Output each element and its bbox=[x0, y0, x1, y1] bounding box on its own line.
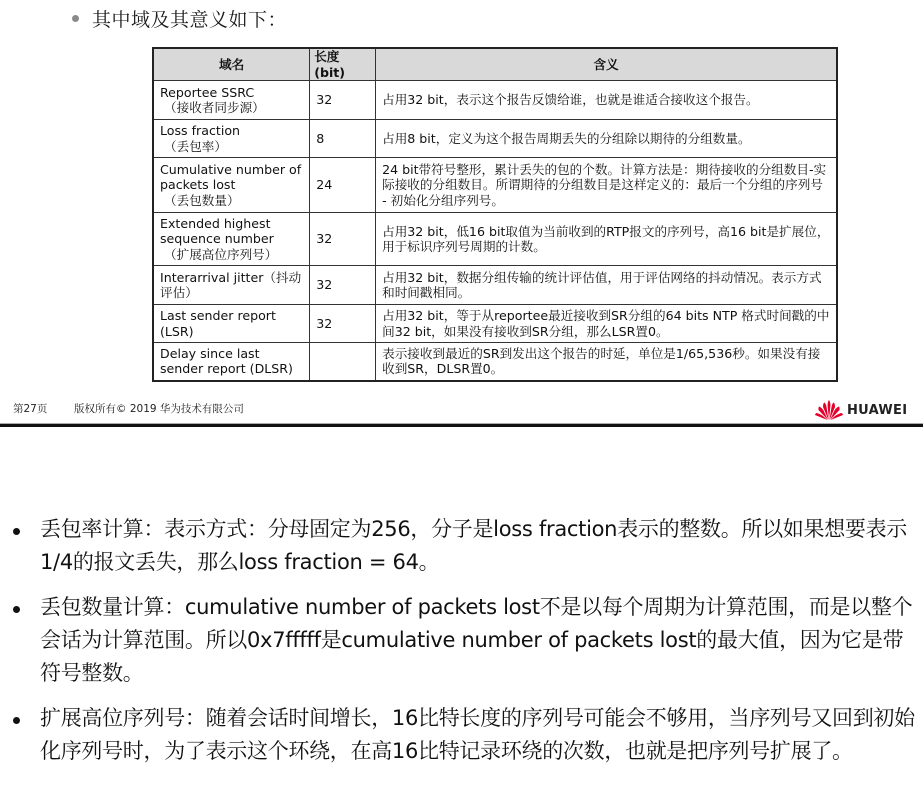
field-name-cell bbox=[153, 343, 310, 381]
field-name-en: Delay since last sender report (DLSR) bbox=[160, 345, 293, 377]
field-meaning-cell: 表示接收到最近的SR到发出这个报告的时延，单位是1/65,536秒。如果没有接收到SR，DLSR置0。 bbox=[376, 343, 837, 381]
field-length-cell: 32 bbox=[310, 305, 376, 343]
field-length-cell: 8 bbox=[310, 120, 376, 158]
table-header-row bbox=[153, 48, 837, 81]
rtcp-fields-table bbox=[152, 47, 838, 382]
field-name-en: Loss fraction bbox=[160, 123, 241, 138]
footer-divider bbox=[0, 423, 923, 427]
field-name-en: Cumulative number of packets lost bbox=[160, 161, 302, 193]
field-length-cell: 32 bbox=[310, 266, 376, 305]
page-number: 第27页 bbox=[13, 403, 48, 415]
header-length: 长度(bit) bbox=[310, 48, 376, 81]
field-name-en: Reportee SSRC bbox=[160, 84, 255, 100]
table-row bbox=[153, 120, 837, 158]
field-name-cn: （扩展高位序列号） bbox=[164, 246, 278, 262]
table-row bbox=[153, 266, 837, 305]
brand-name: HUAWEI bbox=[847, 402, 908, 418]
field-meaning-cell: 占用32 bit，表示这个报告反馈给谁，也就是谁适合接收这个报告。 bbox=[376, 81, 837, 120]
field-name-cell bbox=[153, 213, 310, 266]
huawei-petal-icon bbox=[814, 399, 844, 421]
note-text: 丢包率计算：表示方式：分母固定为256，分子是loss fraction表示的整数。所以如果想要表示1/4的报文丢失，那么loss fraction = 64。 bbox=[40, 517, 907, 574]
table-row bbox=[153, 343, 837, 381]
field-name-en: Extended highest sequence number bbox=[160, 215, 274, 247]
bullet-dot-icon bbox=[13, 717, 20, 724]
copyright-text: 版权所有© 2019 华为技术有限公司 bbox=[74, 403, 244, 415]
field-name-cell bbox=[153, 120, 310, 158]
field-name-cn: （丢包数量） bbox=[164, 192, 240, 208]
bullet-dot-icon bbox=[13, 606, 20, 613]
field-name-cn: （丢包率） bbox=[164, 138, 227, 154]
field-meaning-cell: 占用32 bit，数据分组传输的统计评估值，用于评估网络的抖动情况。表示方式和时间戳相同。 bbox=[376, 266, 837, 305]
intro-text: 其中域及其意义如下： bbox=[92, 8, 288, 31]
field-meaning-cell: 占用32 bit，低16 bit取值为当前收到的RTP报文的序列号，高16 bit是扩展位，用于标识序列号周期的计数。 bbox=[376, 213, 837, 266]
field-name-cell bbox=[153, 305, 310, 343]
header-field-name: 域名 bbox=[153, 48, 310, 81]
field-length-cell: 24 bbox=[310, 158, 376, 213]
intro-bullet bbox=[72, 4, 287, 32]
field-length-cell bbox=[310, 343, 376, 381]
field-meaning-cell: 占用32 bit，等于从reportee最近接收到SR分组的64 bits NTP 格式时间戳的中间32 bit，如果没有接收到SR分组，那么LSR置0。 bbox=[376, 305, 837, 343]
table-row bbox=[153, 305, 837, 343]
table-row bbox=[153, 213, 837, 266]
note-text: 扩展高位序列号：随着会话时间增长，16比特长度的序列号可能会不够用，当序列号又回到初始化序列号时，为了表示这个环绕，在高16比特记录环绕的次数，也就是把序列号扩展了。 bbox=[40, 706, 915, 763]
bullet-dot-icon bbox=[13, 528, 20, 535]
field-meaning-cell: 占用8 bit，定义为这个报告周期丢失的分组除以期待的分组数量。 bbox=[376, 120, 837, 158]
note-item bbox=[0, 591, 923, 690]
table-row bbox=[153, 158, 837, 213]
field-name-cell bbox=[153, 266, 310, 305]
table-row bbox=[153, 81, 837, 120]
field-name-en: Interarrival jitter（抖动评估） bbox=[160, 269, 302, 300]
field-name-cell bbox=[153, 81, 310, 120]
field-name-cell bbox=[153, 158, 310, 213]
note-item bbox=[0, 513, 923, 579]
field-length-cell: 32 bbox=[310, 81, 376, 120]
field-name-en: Last sender report (LSR) bbox=[160, 308, 276, 339]
notes-list bbox=[0, 513, 923, 780]
field-meaning-cell: 24 bit带符号整形，累计丢失的包的个数。计算方法是：期待接收的分组数目-实际接收的分组数目。所谓期待的分组数目是这样定义的：最后一个分组的序列号 - 初始化分组序列号。 bbox=[376, 158, 837, 213]
note-text: 丢包数量计算：cumulative number of packets lost不是以每个周期为计算范围，而是以整个会话为计算范围。所以0x7fffff是cumulative number of packets lost的最大值，因为它是带符号整数。 bbox=[40, 595, 913, 685]
header-meaning: 含义 bbox=[376, 48, 837, 81]
note-item bbox=[0, 702, 923, 768]
field-length-cell: 32 bbox=[310, 213, 376, 266]
bullet-dot-icon bbox=[72, 15, 79, 22]
huawei-logo bbox=[814, 399, 907, 421]
field-name-cn: （接收者同步源） bbox=[164, 100, 265, 115]
